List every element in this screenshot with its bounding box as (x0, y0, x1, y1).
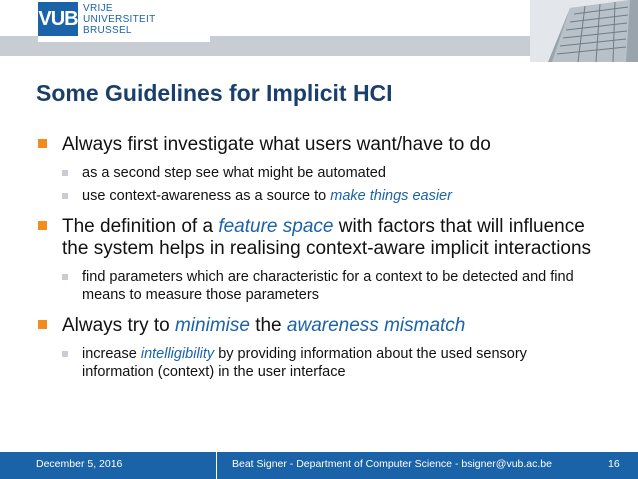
building-image (530, 0, 638, 62)
bullet-text: Always first investigate what users want/have to do (62, 134, 491, 155)
logo-text (83, 3, 156, 36)
vub-logo (38, 0, 210, 42)
highlight-text: awareness mismatch (286, 315, 466, 336)
square-bullet-icon (38, 221, 47, 230)
footer-divider (216, 452, 217, 479)
square-sub-bullet-icon (62, 351, 68, 357)
logo-line-3: BRUSSEL (83, 25, 132, 36)
highlight-text: make things easier (330, 188, 452, 204)
bullet-text: The definition of a (62, 216, 219, 237)
page-number: 16 (608, 458, 620, 470)
header-bar (0, 0, 638, 62)
bullet-item (36, 216, 596, 260)
highlight-text: minimise (174, 315, 250, 336)
logo-line-2: UNIVERSITEIT (83, 14, 156, 25)
footer-author: Beat Signer - Department of Computer Science - bsigner@vub.ac.be (232, 458, 552, 470)
highlight-text: intelligibility (140, 346, 215, 362)
bullet-text: increase (82, 346, 141, 362)
square-bullet-icon (38, 139, 47, 148)
spacer (36, 386, 596, 392)
bullet-item (36, 315, 596, 337)
square-sub-bullet-icon (62, 274, 68, 280)
square-sub-bullet-icon (62, 193, 68, 199)
sub-bullet-item (36, 187, 596, 205)
logo-mark: VUB (38, 2, 78, 36)
bullet-text: with factors that will influence the system helps in realising context-aware implicit interactions (62, 216, 592, 259)
square-bullet-icon (38, 320, 47, 329)
slide-title: Some Guidelines for Implicit HCI (36, 80, 393, 106)
bullet-text: Always try to (62, 315, 175, 336)
footer-bar (0, 452, 638, 479)
slide-content (36, 134, 596, 392)
bullet-text: the (249, 315, 287, 336)
bullet-text: by providing information about the used sensory information (context) in the user interface (82, 346, 527, 380)
bullet-text: as a second step see what might be automated (82, 165, 386, 181)
bullet-text: find parameters which are characteristic for a context to be detected and find means to measure those parameters (82, 269, 574, 303)
sub-bullet-item (36, 345, 596, 381)
footer-date: December 5, 2016 (36, 458, 123, 470)
logo-line-1: VRIJE (83, 3, 113, 14)
bullet-text: use context-awareness as a source to (82, 188, 331, 204)
square-sub-bullet-icon (62, 170, 68, 176)
bullet-item (36, 134, 596, 156)
highlight-text: feature space (218, 216, 334, 237)
sub-bullet-item (36, 164, 596, 182)
sub-bullet-item (36, 268, 596, 304)
